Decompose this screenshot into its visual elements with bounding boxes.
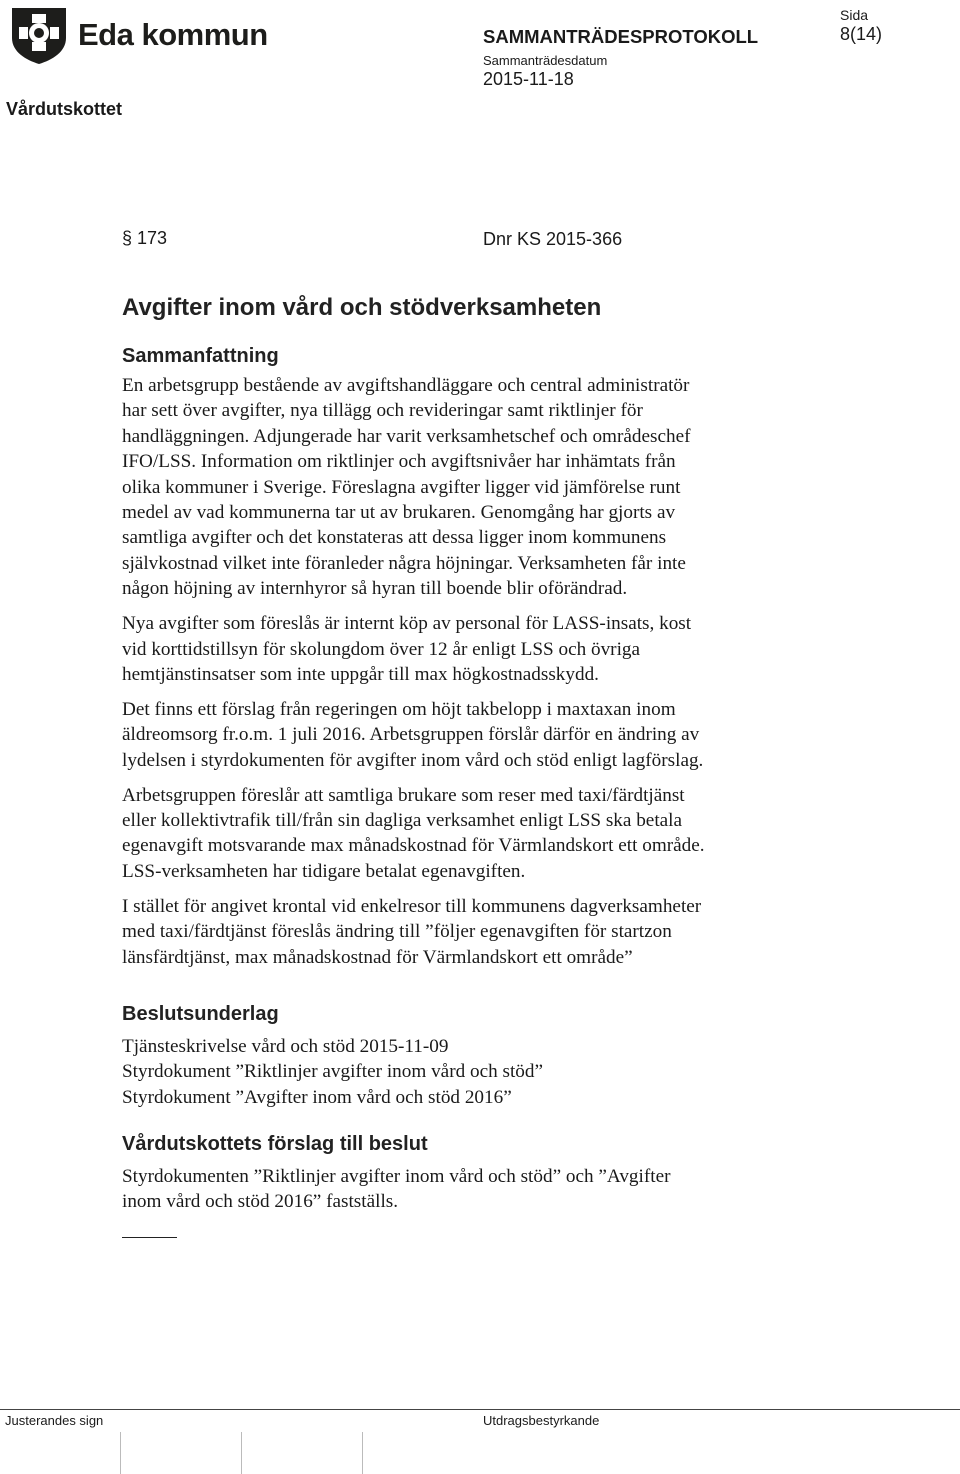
text-line: eller kollektivtrafik till/från sin dagliga verksamhet enligt LSS ska betala	[122, 810, 683, 831]
text-line: äldreomsorg fr.o.m. 1 juli 2016. Arbetsgruppen förslår därför en ändring av	[122, 724, 700, 746]
text-line: länsfärdtjänst, max månadskostnad för Värmlandskort ett område”	[122, 946, 633, 968]
proposal-heading: Vårdutskottets förslag till beslut	[122, 1133, 428, 1155]
text-line: har sett över avgifter, nya tillägg och revideringar samt riktlinjer för	[122, 400, 643, 422]
case-number: Dnr KS 2015-366	[483, 229, 623, 249]
summary-paragraph	[122, 894, 822, 970]
text-line: olika kommuner i Sverige. Föreslagna avgifter ligger vid jämförelse runt	[122, 476, 681, 498]
summary-heading: Sammanfattning	[122, 345, 279, 367]
text-line: någon höjning av internhyror så hyran till boende blir oförändrad.	[122, 578, 628, 600]
signature-box-divider	[362, 1432, 363, 1474]
utdragsbestyrkande-label: Utdragsbestyrkande	[483, 1413, 600, 1428]
summary-paragraph	[122, 783, 822, 885]
text-line: samtliga avgifter och det konstateras att dessa ligger inom kommunens	[122, 527, 667, 549]
basis-item: Styrdokument ”Riktlinjer avgifter inom vård och stöd”	[122, 1061, 543, 1083]
text-line: vid korttidstillsyn för skolungdom över 12 år enligt LSS och övriga	[122, 638, 641, 660]
text-line: med taxi/färdtjänst föreslås ändring till ”följer egenavgiften för startzon	[122, 921, 672, 943]
justerandes-sign-label: Justerandes sign	[5, 1413, 104, 1428]
text-line: handläggningen. Adjungerade har varit verksamhetschef och områdeschef	[122, 425, 691, 447]
proposal-line: inom vård och stöd 2016” fastställs.	[122, 1191, 399, 1213]
summary-body	[122, 373, 822, 979]
closing-rule	[122, 1237, 177, 1238]
text-line: En arbetsgrupp bestående av avgiftshandläggare och central administratör	[122, 375, 690, 396]
basis-item: Tjänsteskrivelse vård och stöd 2015-11-09	[122, 1036, 449, 1057]
text-line: lydelsen i styrdokumenten för avgifter inom vård och stöd enligt lagförslag.	[122, 749, 704, 771]
committee-name: Vårdutskottet	[6, 99, 123, 119]
basis-list	[122, 1034, 822, 1110]
meeting-date-label: Sammanträdesdatum	[483, 53, 608, 68]
text-line: hemtjänstinsatser som inte uppgår till max högkostnadsskydd.	[122, 663, 599, 685]
text-line: IFO/LSS. Information om riktlinjer och avgiftsnivåer har inhämtats från	[122, 451, 676, 473]
paragraph-number: § 173	[122, 228, 168, 248]
signature-box-divider	[241, 1432, 242, 1474]
text-line: I stället för angivet krontal vid enkelresor till kommunens dagverksamheter	[122, 895, 702, 917]
text-line: Arbetsgruppen föreslår att samtliga brukare som reser med taxi/färdtjänst	[122, 784, 685, 806]
text-line: LSS-verksamheten har tidigare betalat egenavgiften.	[122, 860, 526, 882]
proposal-line: Styrdokumenten ”Riktlinjer avgifter inom vård och stöd” och ”Avgifter	[122, 1166, 671, 1187]
footer-divider	[0, 1409, 960, 1410]
proposal-text	[122, 1164, 822, 1215]
text-line: egenavgift motsvarande max månadskostnad för Värmlandskort ett område.	[122, 835, 705, 857]
page-label: Sida	[840, 7, 869, 23]
summary-paragraph	[122, 697, 822, 773]
text-line: medel av vad kommunerna tar ut av brukaren. Genomgång har gjorts av	[122, 502, 676, 524]
basis-heading: Beslutsunderlag	[122, 1003, 279, 1025]
document-type: SAMMANTRÄDESPROTOKOLL	[483, 26, 759, 47]
meeting-date: 2015-11-18	[483, 69, 574, 89]
coat-of-arms-icon	[8, 4, 70, 66]
text-line: Nya avgifter som föreslås är internt köp av personal för LASS-insats, kost	[122, 613, 692, 635]
org-logo	[8, 4, 268, 66]
text-line: Det finns ett förslag från regeringen om höjt takbelopp i maxtaxan inom	[122, 698, 676, 720]
case-title: Avgifter inom vård och stödverksamheten	[122, 294, 602, 321]
org-name: Eda kommun	[78, 17, 268, 52]
signature-box-divider	[120, 1432, 121, 1474]
text-line: självkostnad vilket inte föranleder några höjningar. Verksamheten får inte	[122, 552, 686, 574]
basis-item: Styrdokument ”Avgifter inom vård och stöd 2016”	[122, 1086, 512, 1108]
summary-paragraph	[122, 373, 822, 602]
summary-paragraph	[122, 611, 822, 687]
page-number: 8(14)	[840, 24, 883, 44]
